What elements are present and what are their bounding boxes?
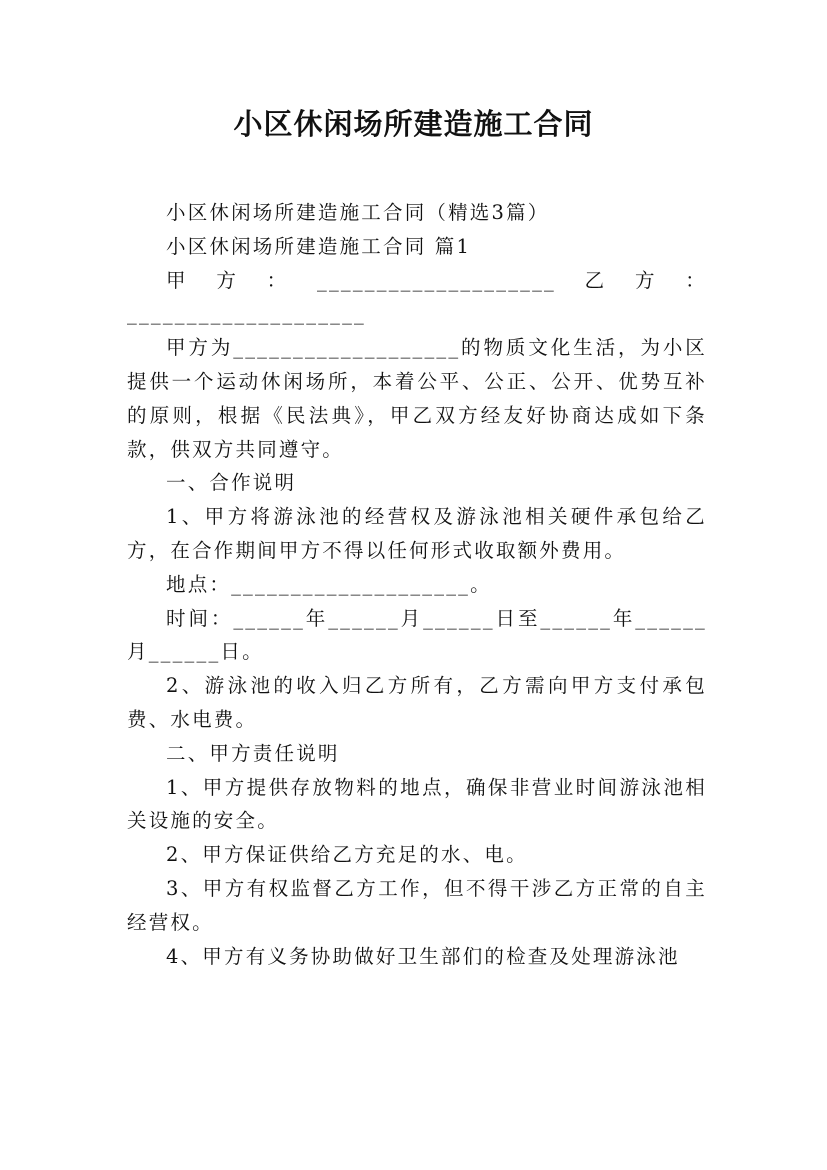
paragraph-subtitle: 小区休闲场所建造施工合同（精选3篇） bbox=[166, 201, 550, 224]
paragraph-cooperation-1: 1、甲方将游泳池的经营权及游泳池相关硬件承包给乙方，在合作期间甲方不得以任何形式收取额外费用。 bbox=[127, 505, 707, 562]
paragraph-party-a-2: 2、甲方保证供给乙方充足的水、电。 bbox=[166, 843, 528, 867]
paragraph-time: 时间：______年______月______日至______年______月______日。 bbox=[127, 606, 707, 664]
paragraph-heading-party-a: 二、甲方责任说明 bbox=[166, 741, 340, 765]
paragraph-party-a-4: 4、甲方有义务协助做好卫生部们的检查及处理游泳池 bbox=[166, 944, 680, 968]
paragraph-preamble: 甲方为___________________的物质文化生活，为小区提供一个运动休闲场所，本着公平、公正、公开、优势互补的原则，根据《民法典》，甲乙双方经友好协商达成如下条款，供双方共同遵守。 bbox=[127, 336, 707, 461]
paragraph-party-a-3: 3、甲方有权监督乙方工作，但不得干涉乙方正常的自主经营权。 bbox=[127, 876, 707, 934]
paragraph-heading-cooperation: 一、合作说明 bbox=[166, 471, 297, 495]
paragraph-cooperation-2: 2、游泳池的收入归乙方所有，乙方需向甲方支付承包费、水电费。 bbox=[127, 674, 707, 731]
paragraph-location: 地点：____________________。 bbox=[166, 572, 492, 596]
paragraph-party-a-1: 1、甲方提供存放物料的地点，确保非营业时间游泳池相关设施的安全。 bbox=[127, 775, 707, 833]
document-title: 小区休闲场所建造施工合同 bbox=[233, 107, 594, 141]
document-body bbox=[127, 196, 707, 973]
paragraph-parties: 甲方：____________________乙方：____________________ bbox=[127, 268, 707, 326]
paragraph-section-heading: 小区休闲场所建造施工合同 篇1 bbox=[166, 234, 472, 258]
